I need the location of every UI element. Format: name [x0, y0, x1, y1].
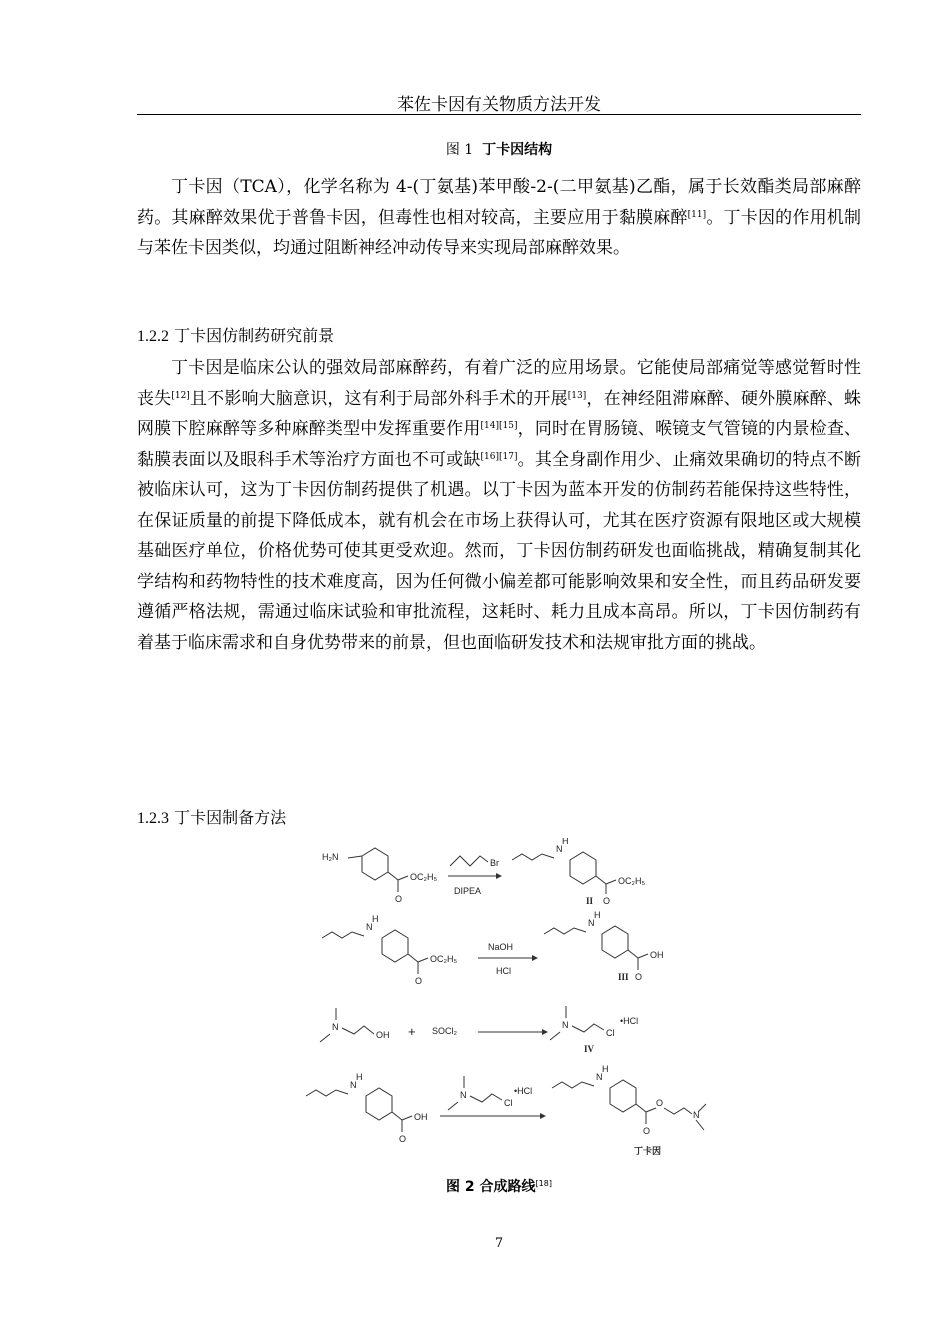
- citation-13: [13]: [567, 390, 587, 401]
- h-label: H: [372, 914, 379, 924]
- reactant-ethyl-aminobenzoate: [322, 848, 437, 904]
- h-label: H: [562, 838, 569, 846]
- intermediate-iii: [544, 910, 664, 982]
- plus-sign: +: [408, 1024, 416, 1039]
- compound-label-iii: III: [618, 972, 629, 982]
- header-rule: [137, 114, 861, 115]
- figure1-prefix: 图 1: [445, 142, 474, 158]
- para1-text-a: 丁卡因（TCA），化学名称为 4-(丁氨基)苯甲酸-2-(二甲氨基)乙酯，属于长效酯类局部麻醉药。其麻醉效果优于普鲁卡因，但毒性也相对较高，主要应用于黏膜麻醉: [137, 177, 861, 228]
- reagent-iv: [448, 1076, 532, 1110]
- paragraph-generic-prospects: [137, 353, 861, 658]
- figure2-title: 图 2 合成路线: [446, 1179, 536, 1195]
- para2-text-c: ，在神经阻滞麻醉、硬外膜麻醉、蛛网膜下腔麻醉等多种麻醉类型中发挥重要作用: [137, 388, 862, 439]
- n-label: N: [556, 844, 563, 854]
- para2-text-d: ，同时在胃肠镜、喉镜支气管镜的内景检查、黏膜表面以及眼科手术等治疗方面也不可或缺: [137, 419, 862, 470]
- para2-text-b: 且不影响大脑意识，这有利于局部外科手术的开展: [189, 388, 568, 409]
- hydroxyl-label: OH: [414, 1112, 428, 1122]
- reagent-bromobutane: [450, 856, 499, 868]
- reagent-naoh: NaOH: [488, 942, 514, 952]
- reagent-hcl: HCl: [496, 966, 511, 976]
- ester-o-label: O: [656, 1098, 664, 1108]
- h-label: H: [594, 910, 601, 920]
- para2-text-a: 丁卡因是临床公认的强效局部麻醉药，有着广泛的应用场景。它能使局部痛觉等感觉暂时性丧失: [137, 358, 861, 409]
- citation-18: [18]: [535, 1179, 552, 1188]
- ester-label: OC₂H₅: [430, 954, 458, 964]
- para2-text-e: 。其全身副作用少、止痛效果确切的特点不断被临床认可，这为丁卡因仿制药提供了机遇。以丁卡因为蓝本开发的仿制药若能保持这些特性，在保证质量的前提下降低成本，就有机会在市场上获得认可，尤其在医疗资源有限地区或大规模基础医疗单位，价格优势可使其更受欢迎。然而，丁卡因仿制药研发也面临挑战，精确复制其化学结构和药物特性的技术难度高，因为任何微小偏差都可能影响效果和安全性，而且药品研发要遵循严格法规，需通过临床试验和审批流程，这耗时、耗力且成本高昂。所以，丁卡因仿制药有着基于临床需求和自身优势带来的前景，但也面临研发技术和法规审批方面的挑战。: [137, 449, 862, 653]
- citation-14-15: [14][15]: [480, 421, 518, 431]
- n-label: N: [366, 922, 373, 932]
- carbonyl-o-label: O: [415, 976, 423, 986]
- carbonyl-o-label: O: [395, 894, 403, 904]
- citation-12: [12]: [171, 390, 190, 401]
- n-label: N: [460, 1090, 467, 1100]
- ester-label: OC₂H₅: [618, 876, 646, 886]
- synthesis-route-figure: [300, 838, 710, 1168]
- n-label: N: [562, 1020, 569, 1030]
- reagent-dipea: DIPEA: [454, 886, 482, 896]
- reactant-iii: [306, 1072, 428, 1144]
- carbonyl-o-label: O: [635, 972, 643, 982]
- product-tetracaine: [552, 1064, 706, 1156]
- n-label: N: [588, 918, 595, 928]
- figure2-caption: [137, 1176, 861, 1196]
- figure1-caption: [137, 139, 861, 159]
- running-header: 苯佐卡因有关物质方法开发: [397, 95, 601, 115]
- chloro-label: Cl: [504, 1098, 513, 1108]
- chloro-label: Cl: [606, 1028, 615, 1038]
- citation-11: [11]: [687, 209, 707, 220]
- ester-label: OC₂H₅: [410, 872, 438, 882]
- n-label: N: [693, 1110, 700, 1120]
- h-label: H: [602, 1064, 609, 1074]
- product-name-label: 丁卡因: [634, 1146, 662, 1156]
- page-number: 7: [494, 1236, 504, 1251]
- intermediate-ii: [512, 838, 645, 906]
- reagent-socl2: SOCl₂: [432, 1026, 457, 1036]
- hydroxyl-label: OH: [650, 950, 664, 960]
- reactant-ii: [322, 914, 457, 986]
- section-heading-1-2-2: [137, 323, 334, 346]
- n-label: N: [332, 1022, 339, 1032]
- amine-label: H₂N: [322, 852, 339, 862]
- intermediate-iv: [550, 1006, 638, 1054]
- section-number: 1.2.2: [137, 328, 169, 345]
- carbonyl-o-label: O: [399, 1134, 407, 1144]
- paragraph-tetracaine-intro: [137, 172, 861, 264]
- compound-label-iv: IV: [584, 1044, 595, 1054]
- figure1-title: 丁卡因结构: [482, 142, 553, 158]
- section-number: 1.2.3: [137, 810, 169, 827]
- section-title: 丁卡因制备方法: [174, 808, 287, 827]
- h-label: H: [356, 1072, 363, 1082]
- carbonyl-o-label: O: [603, 896, 611, 906]
- hydrochloride-label: •HCl: [514, 1086, 533, 1096]
- carbonyl-o-label: O: [643, 1126, 651, 1136]
- para1-text-b: 。丁卡因的作用机制与苯佐卡因类似，均通过阻断神经冲动传导来实现局部麻醉效果。: [137, 207, 862, 258]
- n-label: N: [596, 1072, 603, 1082]
- n-label: N: [350, 1080, 357, 1090]
- reactant-dimethylaminoethanol: [320, 1008, 390, 1042]
- bromo-label: Br: [490, 858, 499, 868]
- section-title: 丁卡因仿制药研究前景: [174, 326, 335, 345]
- hydrochloride-label: •HCl: [620, 1016, 639, 1026]
- citation-16-17: [16][17]: [480, 451, 518, 462]
- section-heading-1-2-3: [137, 805, 286, 828]
- compound-label-ii: II: [586, 896, 594, 906]
- hydroxyl-label: OH: [376, 1030, 390, 1040]
